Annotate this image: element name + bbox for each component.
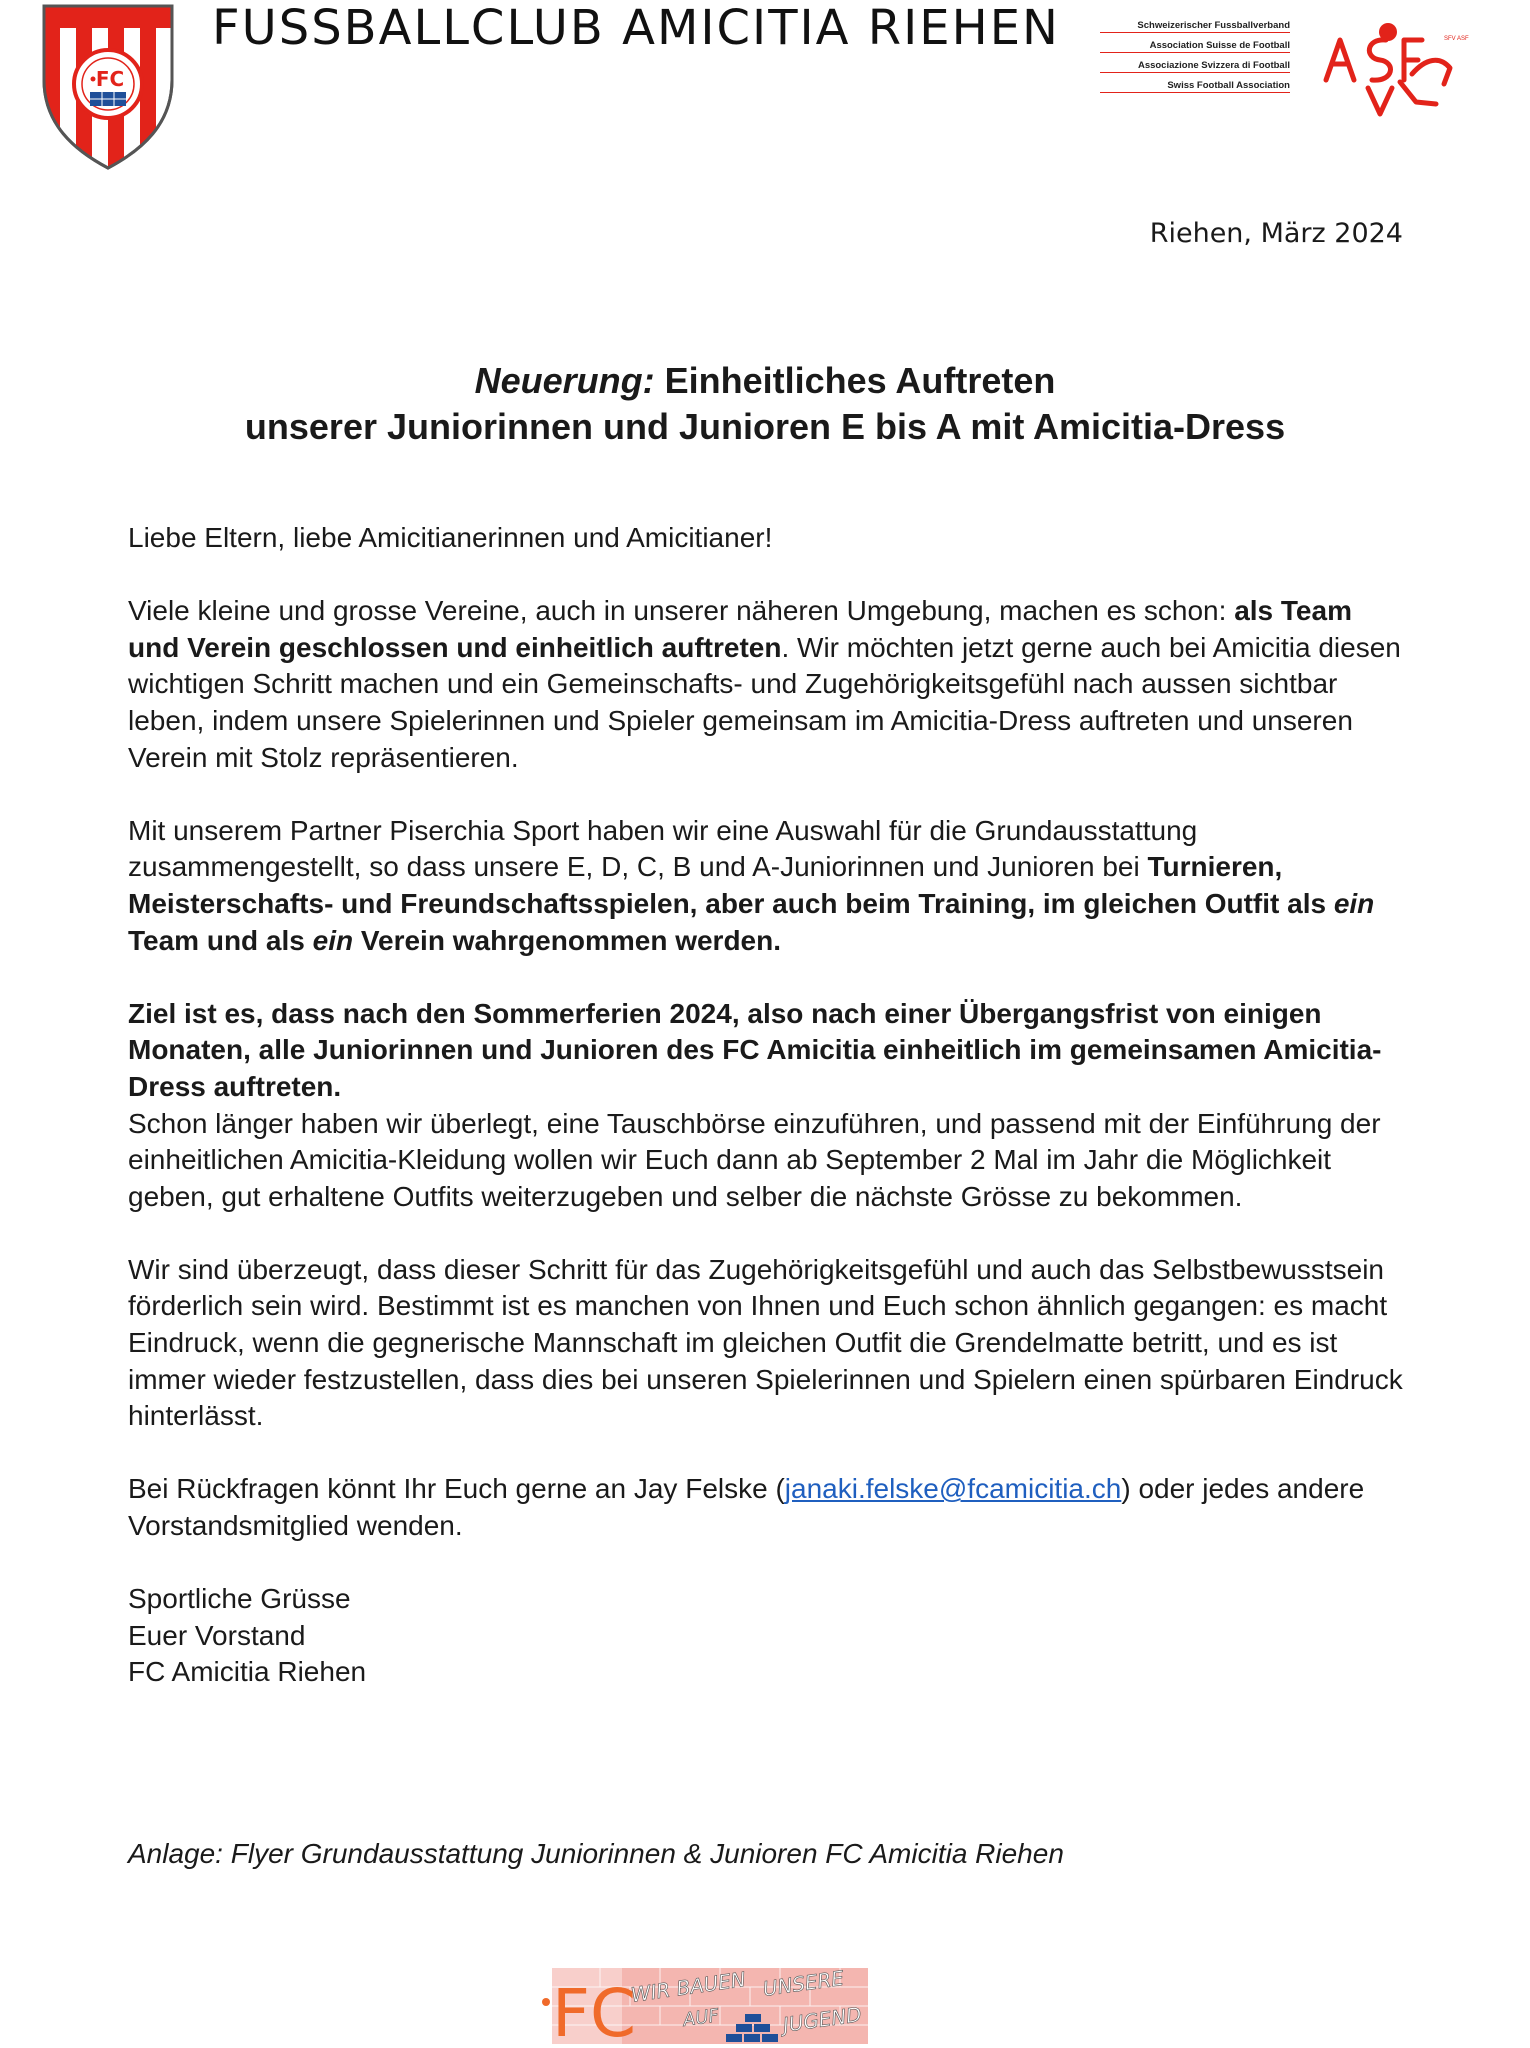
paragraph-exchange: Schon länger haben wir überlegt, eine Tauschbörse einzuführen, und passend mit der Einführung der einheitlichen Amicitia-Kleidung wollen wir Euch dann ab September 2 Mal im Jahr die Möglichkeit geben, gut erhaltene Outfits weiterzugeben und selber die nächste Grösse zu bekommen.: [128, 1107, 1381, 1212]
club-name-heading: FUSSBALLCLUB AMICITIA RIEHEN: [212, 0, 1060, 56]
closing-line-1: Sportliche Grüsse: [128, 1583, 351, 1615]
paragraph-conviction: Wir sind überzeugt, dass dieser Schritt für das Zugehörigkeitsgefühl und auch das Selbstbewusstsein förderlich sein wird. Bestimmt ist es manchen von Ihnen und Euch schon ähnlich gegangen: es macht Eindruck, wenn die gegnerische Mannschaft im gleichen Outfit die Grendelmatte betritt, und es ist immer wieder festzustellen, dass dies bei unseren Spielerinnen und Spielern einen spürbaren Eindruck hinterlässt.: [128, 1253, 1403, 1432]
club-crest-logo: [38, 2, 178, 170]
p6-text-b: ) oder jedes andere Vorstandsmitglied wenden.: [128, 1473, 1365, 1542]
paragraph-intro: [128, 593, 1408, 776]
slogan-line-2: AUF: [681, 2005, 721, 2031]
letter-title: [0, 358, 1530, 450]
p6-text-a: Bei Rückfragen könnt Ihr Euch gerne an Jay Felske (: [128, 1473, 785, 1505]
letter-body: [128, 520, 1408, 1728]
sfv-line-en: Swiss Football Association: [1100, 80, 1290, 93]
sfv-player-logo: [1308, 18, 1469, 118]
title-line-2: unserer Juniorinnen und Junioren E bis A mit Amicitia-Dress: [244, 406, 1286, 447]
sfv-logo-text: SFV ASF: [1444, 36, 1469, 42]
annex-note: Anlage: Flyer Grundausstattung Juniorinnen & Junioren FC Amicitia Riehen: [128, 1838, 1064, 1869]
footer-fc-text: FC: [552, 1975, 637, 2048]
title-line-1: [0, 358, 1530, 404]
closing-line-3: FC Amicitia Riehen: [128, 1656, 367, 1688]
paragraph-partner: [128, 813, 1408, 959]
paragraph-contact: [128, 1471, 1408, 1544]
closing-block: [128, 1581, 1408, 1691]
p1-text-a: Viele kleine und grosse Vereine, auch in unserer näheren Umgebung, machen es schon:: [128, 595, 1235, 627]
sfv-line-de: Schweizerischer Fussballverband: [1100, 20, 1290, 33]
p2-bold-1: Turnieren, Meisterschafts- und Freundschaftsspielen, aber auch beim Training, im gleichen Outfit als: [128, 851, 1334, 919]
slogan-line-4: JUGEND: [781, 2002, 863, 2037]
p2-bold-2: Team und als: [128, 924, 313, 956]
p2-bold-3: Verein wahrgenommen werden.: [353, 924, 782, 956]
sfv-line-fr: Association Suisse de Football: [1100, 40, 1290, 53]
paragraph-goal: Ziel ist es, dass nach den Sommerferien 2024, also nach einer Übergangsfrist von einigen Monaten, alle Juniorinnen und Junioren des FC Amicitia einheitlich im gemeinsamen Amicitia-Dress auftreten.: [128, 997, 1382, 1102]
youth-slogan-logo: [540, 1966, 870, 2046]
p1-bold-text: als Team und Verein geschlossen und einheitlich auftreten: [128, 595, 1352, 663]
closing-line-2: Euer Vorstand: [128, 1619, 306, 1651]
salutation: Liebe Eltern, liebe Amicitianerinnen und Amicitianer!: [128, 522, 773, 553]
title-lead: Neuerung:: [474, 360, 655, 401]
sfv-association-block: [1100, 18, 1469, 118]
p1-text-b: . Wir möchten jetzt gerne auch bei Amicitia diesen wichtigen Schritt machen und ein Gemeinschafts- und Zugehörigkeitsgefühl nach aussen sichtbar leben, indem unsere Spielerinnen und Spieler gemeinsam im Amicitia-Dress auftreten und unseren Verein mit Stolz repräsentieren.: [128, 631, 1401, 773]
crest-fc-text: FC: [95, 67, 125, 91]
sfv-line-it: Associazione Svizzera di Football: [1100, 60, 1290, 73]
contact-email-link[interactable]: janaki.felske@fcamicitia.ch: [784, 1473, 1122, 1505]
p2-emphasis-1: ein: [1333, 887, 1375, 919]
p2-emphasis-2: ein: [312, 924, 354, 956]
slogan-line-3: UNSERE: [761, 1965, 846, 2001]
title-line-1-rest: Einheitliches Auftreten: [654, 360, 1056, 401]
slogan-line-1: WIR BAUEN: [629, 1967, 748, 2007]
place-and-date: Riehen, März 2024: [1149, 218, 1403, 249]
p2-text-a: Mit unserem Partner Piserchia Sport haben wir eine Auswahl für die Grundausstattung zusammengestellt, so dass unsere E, D, C, B und A-Juniorinnen und Junioren bei: [128, 814, 1198, 883]
